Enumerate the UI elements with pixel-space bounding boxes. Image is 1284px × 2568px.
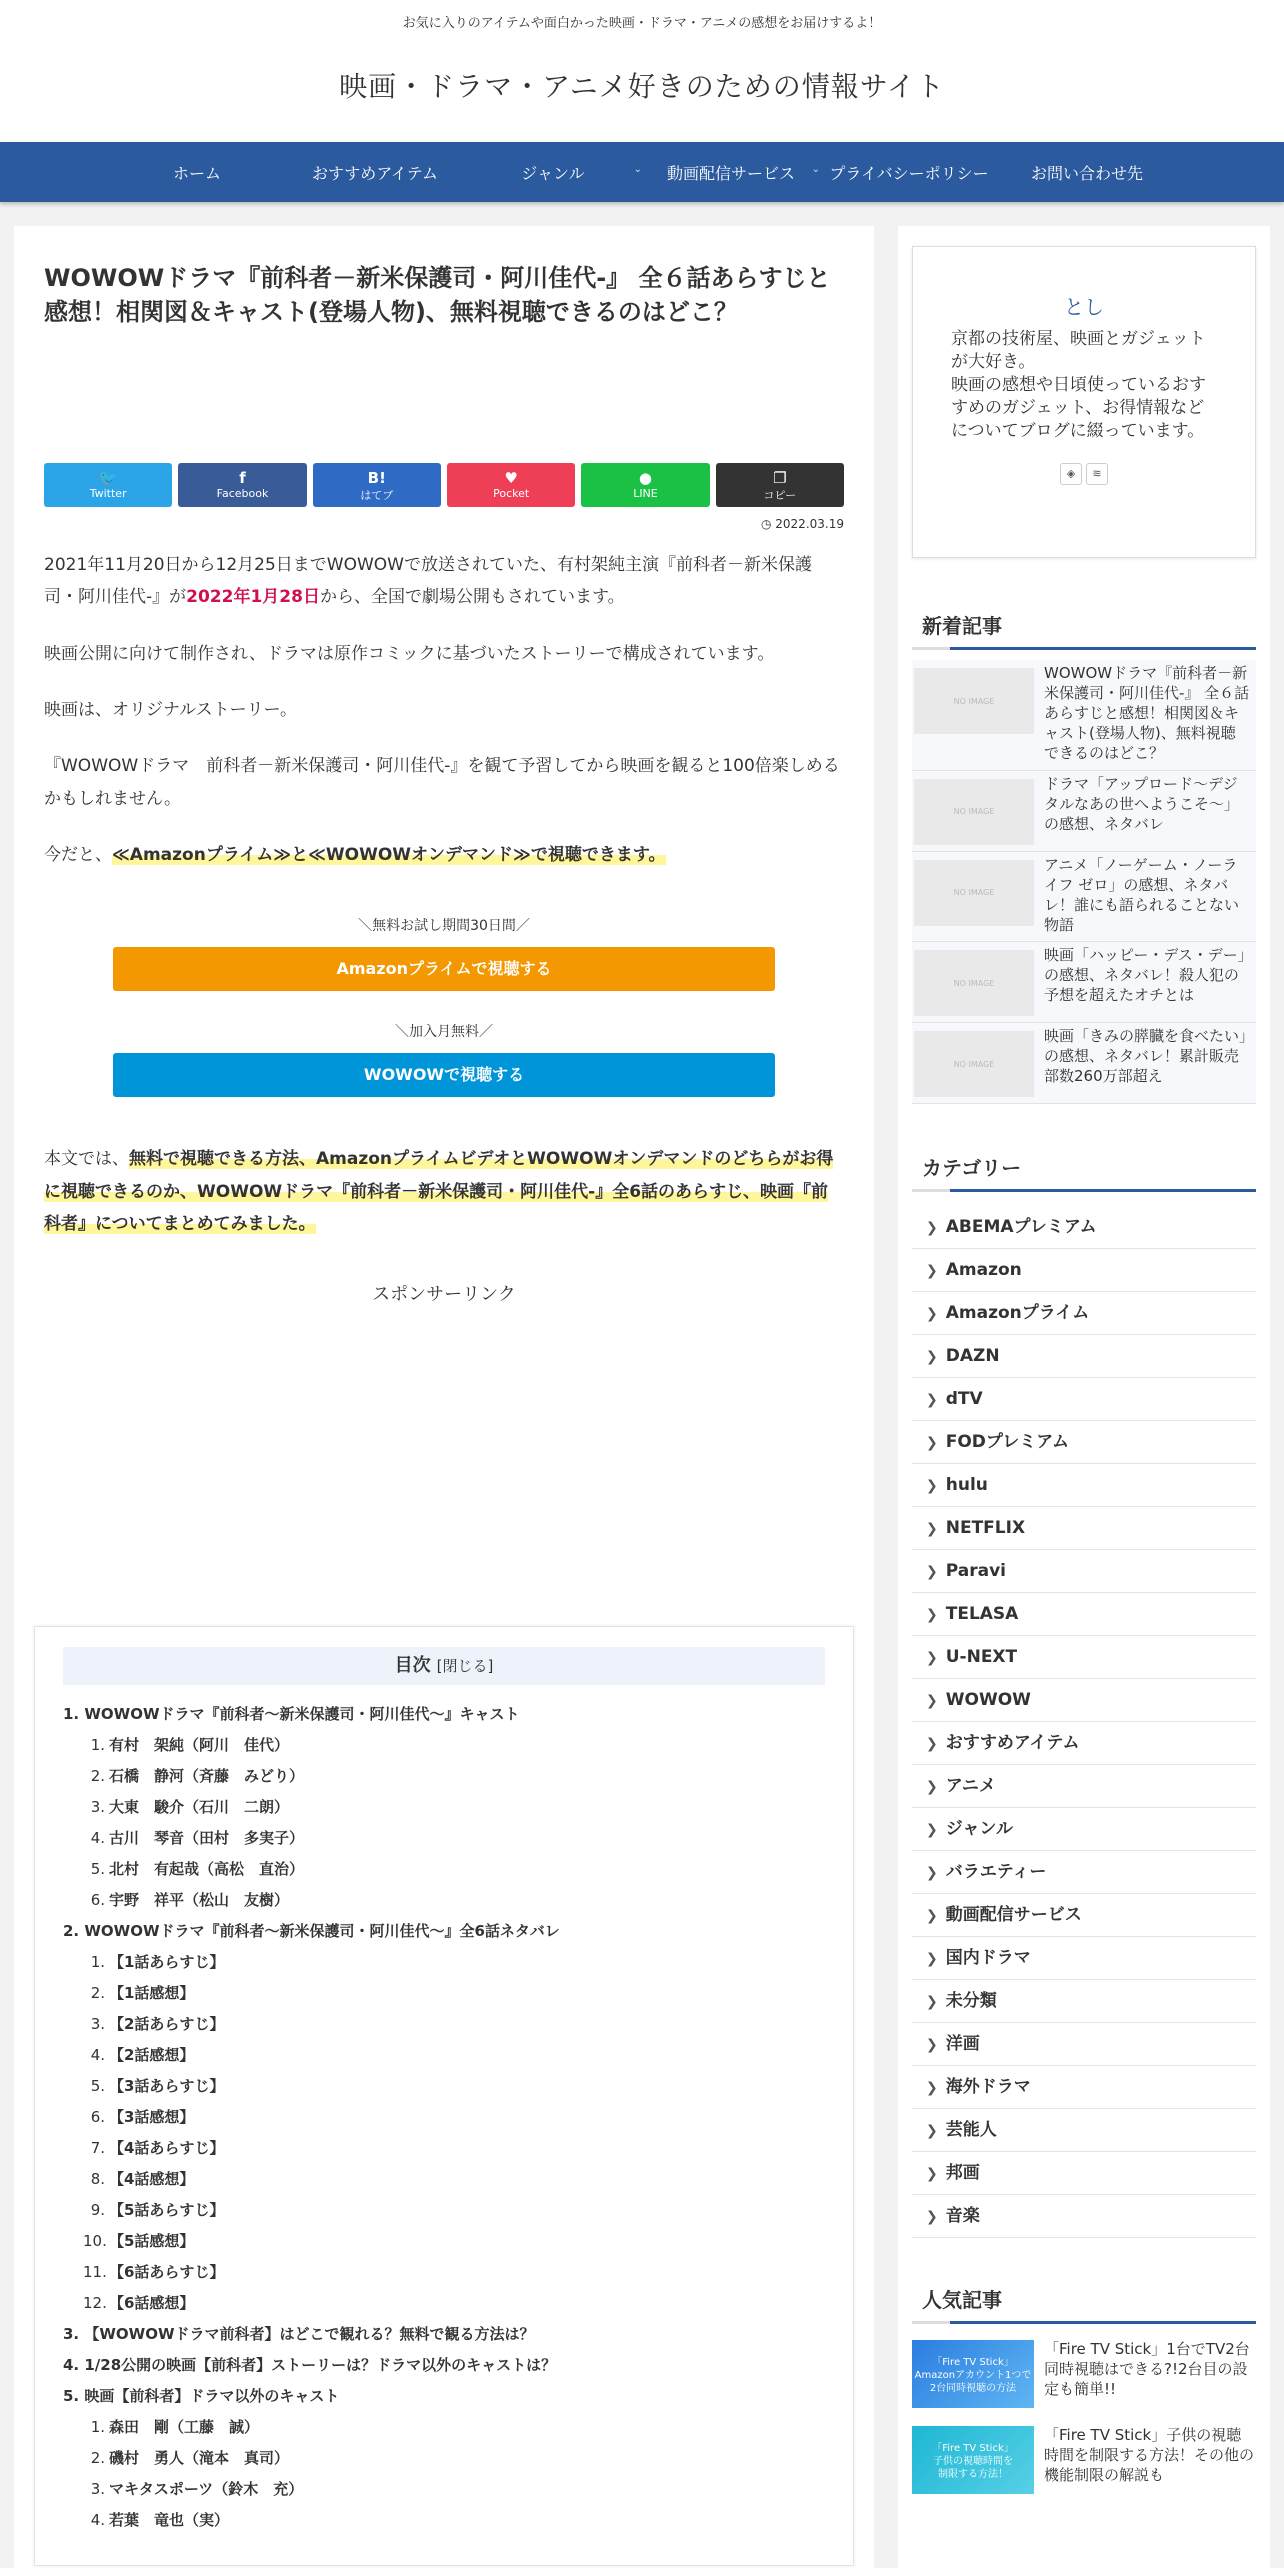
table-of-contents [34,1626,854,2566]
share-hatena-button[interactable]: B! はてブ [313,463,441,507]
toc-subitem[interactable]: 2. 磯村 勇人（滝本 真司） [90,2449,290,2468]
popular-post-title[interactable]: 「Fire TV Stick」子供の視聴時間を制限する方法！その他の機能制限の解説も [1044,2426,1255,2485]
rss-icon[interactable]: ≋ [1086,463,1108,485]
toc-subitem[interactable]: 4. 若葉 竜也（実） [90,2511,230,2530]
article [14,226,874,1306]
amazon-prime-button[interactable]: Amazonプライムで視聴する [113,947,775,991]
nav-item-privacy[interactable]: プライバシーポリシー [829,163,989,183]
chevron-down-icon: ⌄ [633,163,642,175]
chevron-right-icon: ❯ [926,1951,938,1968]
sidebar [898,226,1270,2568]
share-copy-button[interactable]: ❐ コピー [716,463,844,507]
share-buttons [44,463,844,507]
paragraph: 映画公開に向けて制作され、ドラマは原作コミックに基づいたストーリーで構成されています。 [44,643,775,664]
toc-item[interactable]: 3. 【WOWOWドラマ前科者】はどこで観れる？無料で観る方法は？ [63,2325,535,2344]
chevron-down-icon: ⌄ [811,163,820,175]
category-item[interactable]: ❯ Amazon [912,1249,1256,1292]
toc-subitem[interactable]: 10. 【5話感想】 [83,2232,195,2251]
post-thumbnail[interactable]: NO IMAGE [914,860,1034,926]
main-content [14,226,874,2568]
post-thumbnail[interactable]: NO IMAGE [914,950,1034,1016]
toc-subitem[interactable]: 4. 【2話感想】 [90,2046,195,2065]
category-item[interactable]: ❯ U-NEXT [912,1636,1256,1679]
toc-item[interactable]: 4. 1/28公開の映画【前科者】ストーリーは？ドラマ以外のキャストは？ [63,2356,557,2375]
category-item[interactable]: ❯ ジャンル [912,1808,1256,1851]
chevron-right-icon: ❯ [926,1392,938,1409]
post-thumbnail[interactable]: NO IMAGE [914,668,1034,734]
profile-box [912,246,1256,558]
popular-post-title[interactable]: 「Fire TV Stick」1台でTV2台同時視聴はできる?!2台目の設定も簡単!! [1044,2340,1250,2399]
popular-post-item[interactable] [912,2340,1256,2408]
toc-subitem[interactable]: 9. 【5話あらすじ】 [90,2201,225,2220]
chevron-right-icon: ❯ [926,1693,938,1710]
post-thumbnail[interactable]: NO IMAGE [914,779,1034,845]
chevron-right-icon: ❯ [926,1865,938,1882]
toc-subitem[interactable]: 3. マキタスポーツ（鈴木 充） [90,2480,304,2499]
pocket-icon: ♥ [504,469,518,488]
facebook-icon: f [239,469,246,488]
categories-list [912,1206,1256,2238]
toc-subitem[interactable]: 2. 【1話感想】 [90,1984,195,2003]
post-thumbnail[interactable]: NO IMAGE [914,1031,1034,1097]
toc-subitem[interactable]: 5. 北村 有起哉（高松 直治） [90,1860,305,1879]
category-item[interactable]: ❯ dTV [912,1378,1256,1421]
chevron-right-icon: ❯ [926,1478,938,1495]
copy-icon: ❐ [773,469,787,488]
chevron-right-icon: ❯ [926,1822,938,1839]
toc-subitem[interactable]: 3. 【2話あらすじ】 [90,2015,225,2034]
chevron-right-icon: ❯ [926,1564,938,1581]
toc-close-button[interactable]: [閉じる] [436,1657,494,1676]
popular-posts-list [912,2340,1256,2494]
chevron-right-icon: ❯ [926,2080,938,2097]
share-pocket-button[interactable]: ♥ Pocket [447,463,575,507]
toc-title: 目次 [閉じる] [63,1647,825,1685]
categories-heading: カテゴリー [912,1144,1256,1192]
new-posts-list [912,660,1256,1104]
new-post-title[interactable]: 映画「きみの膵臓を食べたい」の感想、ネタバレ！累計販売部数260万部超え [1044,1027,1247,1086]
share-twitter-button[interactable]: 🐦 Twitter [44,463,172,507]
category-item[interactable]: ❯ バラエティー [912,1851,1256,1894]
new-post-item[interactable] [912,942,1256,1023]
toc-subitem[interactable]: 5. 【3話あらすじ】 [90,2077,225,2096]
toc-subitem[interactable]: 6. 宇野 祥平（松山 友樹） [90,1891,290,1910]
global-nav [0,142,1284,202]
toc-subitem[interactable]: 1. 有村 架純（阿川 佳代） [90,1736,290,1755]
profile-name[interactable]: とし [1064,295,1104,319]
category-item[interactable]: ❯ NETFLIX [912,1507,1256,1550]
twitter-icon: 🐦 [98,469,118,488]
category-item[interactable]: ❯ 海外ドラマ [912,2066,1256,2109]
wowow-button[interactable]: WOWOWで視聴する [113,1053,775,1097]
wowow-cta-note: ＼加入月無料／ [395,1024,493,1041]
site-header [0,0,1284,142]
summary-paragraph: 本文では、無料で視聴できる方法、AmazonプライムビデオとWOWOWオンデマンドのどちらがお得に視聴できるのか、WOWOWドラマ『前科者－新米保護司・阿川佳代-』全6話のあらすじ、映画『前科者』についてまとめてみました。 [44,1149,834,1234]
category-item[interactable]: ❯ 国内ドラマ [912,1937,1256,1980]
chevron-right-icon: ❯ [926,1736,938,1753]
category-item[interactable]: ❯ アニメ [912,1765,1256,1808]
chevron-right-icon: ❯ [926,2166,938,2183]
new-post-title[interactable]: 映画「ハッピー・デス・デー」の感想、ネタバレ！殺人犯の予想を超えたオチとは [1044,946,1246,1005]
intro-paragraph: 2021年11月20日から12月25日までWOWOWで放送されていた、有村架純主演『前科者－新米保護司・阿川佳代-』が2022年1月28日から、全国で劇場公開もされています。 [44,555,812,608]
toc-item[interactable]: 1. WOWOWドラマ『前科者～新米保護司・阿川佳代～』キャスト [63,1705,520,1724]
toc-item[interactable]: 2. WOWOWドラマ『前科者～新米保護司・阿川佳代～』全6話ネタバレ [63,1922,560,1941]
new-post-item[interactable] [912,852,1256,943]
new-post-title[interactable]: アニメ「ノーゲーム・ノーライフ ゼロ」の感想、ネタバレ！誰にも語られることない物語 [1044,855,1240,934]
paragraph: 今だと、≪Amazonプライム≫と≪WOWOWオンデマンド≫で視聴できます。 [44,844,666,865]
chevron-right-icon: ❯ [926,2123,938,2140]
category-item[interactable]: ❯ TELASA [912,1593,1256,1636]
chevron-right-icon: ❯ [926,1521,938,1538]
category-item[interactable]: ❯ Amazonプライム [912,1292,1256,1335]
chevron-right-icon: ❯ [926,1349,938,1366]
chevron-right-icon: ❯ [926,1607,938,1624]
category-item[interactable]: ❯ hulu [912,1464,1256,1507]
category-item[interactable]: ❯ WOWOW [912,1679,1256,1722]
nav-item-recommended[interactable]: おすすめアイテム [312,163,438,183]
chevron-right-icon: ❯ [926,1908,938,1925]
new-posts-heading: 新着記事 [912,602,1256,650]
category-item[interactable]: ❯ FODプレミアム [912,1421,1256,1464]
profile-icons [951,462,1217,485]
chevron-right-icon: ❯ [926,2037,938,2054]
post-date: ◷ 2022.03.19 [760,517,844,532]
toc-subitem[interactable]: 2. 石橋 静河（斉藤 みどり） [90,1767,305,1786]
nav-item-home[interactable]: ホーム [172,163,221,183]
site-tagline: お気に入りのアイテムや面白かった映画・ドラマ・アニメの感想をお届けするよ！ [402,16,882,31]
chevron-right-icon: ❯ [926,1220,938,1237]
toc-subitem[interactable]: 1. 【1話あらすじ】 [90,1953,225,1972]
chevron-right-icon: ❯ [926,1994,938,2011]
popular-post-thumbnail[interactable]: 「Fire TV Stick」 Amazonアカウント1つで 2台同時視聴の方法 [912,2340,1034,2408]
chevron-right-icon: ❯ [926,2209,938,2226]
popular-post-thumbnail[interactable]: 「Fire TV Stick」 子供の視聴時間を 制限する方法！ [912,2426,1034,2494]
chevron-right-icon: ❯ [926,1779,938,1796]
feedly-icon[interactable]: ◈ [1060,463,1082,485]
toc-list [63,1699,825,2536]
line-icon: ● [638,469,653,488]
paragraph: 『WOWOWドラマ 前科者－新米保護司・阿川佳代-』を観て予習してから映画を観ると100倍楽しめるかもしれません。 [44,756,840,809]
site-title[interactable]: 映画・ドラマ・アニメ好きのための情報サイト [339,70,945,103]
amazon-cta-note: ＼無料お試し期間30日間／ [358,918,530,935]
new-post-item[interactable] [912,771,1256,852]
new-post-title[interactable]: ドラマ「アップロード～デジタルなあの世へようこそ～」の感想、ネタバレ [1044,774,1240,833]
category-item[interactable]: ❯ 音楽 [912,2195,1256,2238]
toc-subitem[interactable]: 4. 古川 琴音（田村 多実子） [90,1829,305,1848]
clock-icon: ◷ [760,517,772,532]
category-item[interactable]: ❯ DAZN [912,1335,1256,1378]
toc-subitem[interactable]: 8. 【4話感想】 [90,2170,195,2189]
chevron-right-icon: ❯ [926,1650,938,1667]
category-item[interactable]: ❯ 動画配信サービス [912,1894,1256,1937]
category-item[interactable]: ❯ ABEMAプレミアム [912,1206,1256,1249]
share-line-button[interactable]: ● LINE [581,463,709,507]
category-item[interactable]: ❯ 未分類 [912,1980,1256,2023]
chevron-right-icon: ❯ [926,1263,938,1280]
popular-posts-heading: 人気記事 [912,2276,1256,2324]
category-item[interactable]: ❯ おすすめアイテム [912,1722,1256,1765]
article-title: WOWOWドラマ『前科者－新米保護司・阿川佳代-』 全６話あらすじと感想！相関図＆キャスト(登場人物)、無料視聴できるのはどこ？ [44,264,831,326]
toc-subitem[interactable]: 1. 森田 剛（工藤 誠） [90,2418,260,2437]
category-item[interactable]: ❯ 邦画 [912,2152,1256,2195]
toc-subitem[interactable]: 12. 【6話感想】 [83,2294,195,2313]
toc-subitem[interactable]: 11. 【6話あらすじ】 [83,2263,225,2282]
paragraph: 映画は、オリジナルストーリー。 [44,700,297,721]
toc-subitem[interactable]: 6. 【3話感想】 [90,2108,195,2127]
new-post-item[interactable] [912,660,1256,771]
chevron-right-icon: ❯ [926,1306,938,1323]
toc-subitem[interactable]: 3. 大東 駿介（石川 二朗） [90,1798,290,1817]
toc-subitem[interactable]: 7. 【4話あらすじ】 [90,2139,225,2158]
new-post-item[interactable] [912,1023,1256,1104]
chevron-right-icon: ❯ [926,1435,938,1452]
category-item[interactable]: ❯ 洋画 [912,2023,1256,2066]
profile-description: 京都の技術屋、映画とガジェットが大好き。 映画の感想や日頃使っているおすすめのガジェット、お得情報などについてブログに綴っています。 [951,329,1206,442]
share-facebook-button[interactable]: f Facebook [178,463,306,507]
release-date: 2022年1月28日 [186,587,320,608]
popular-post-item[interactable] [912,2426,1256,2494]
nav-item-genre[interactable]: ジャンル ⌄ [521,163,642,183]
hatena-icon: B! [367,469,386,488]
category-item[interactable]: ❯ Paravi [912,1550,1256,1593]
toc-item[interactable]: 5. 映画【前科者】ドラマ以外のキャスト [63,2387,340,2406]
category-item[interactable]: ❯ 芸能人 [912,2109,1256,2152]
sponsor-link-label: スポンサーリンク [372,1284,516,1306]
new-post-title[interactable]: WOWOWドラマ『前科者－新米保護司・阿川佳代-』 全６話あらすじと感想！相関図＆キャスト(登場人物)、無料視聴できるのはどこ？ [1044,664,1250,762]
nav-item-contact[interactable]: お問い合わせ先 [1030,163,1143,183]
nav-item-streaming[interactable]: 動画配信サービス ⌄ [666,163,820,183]
